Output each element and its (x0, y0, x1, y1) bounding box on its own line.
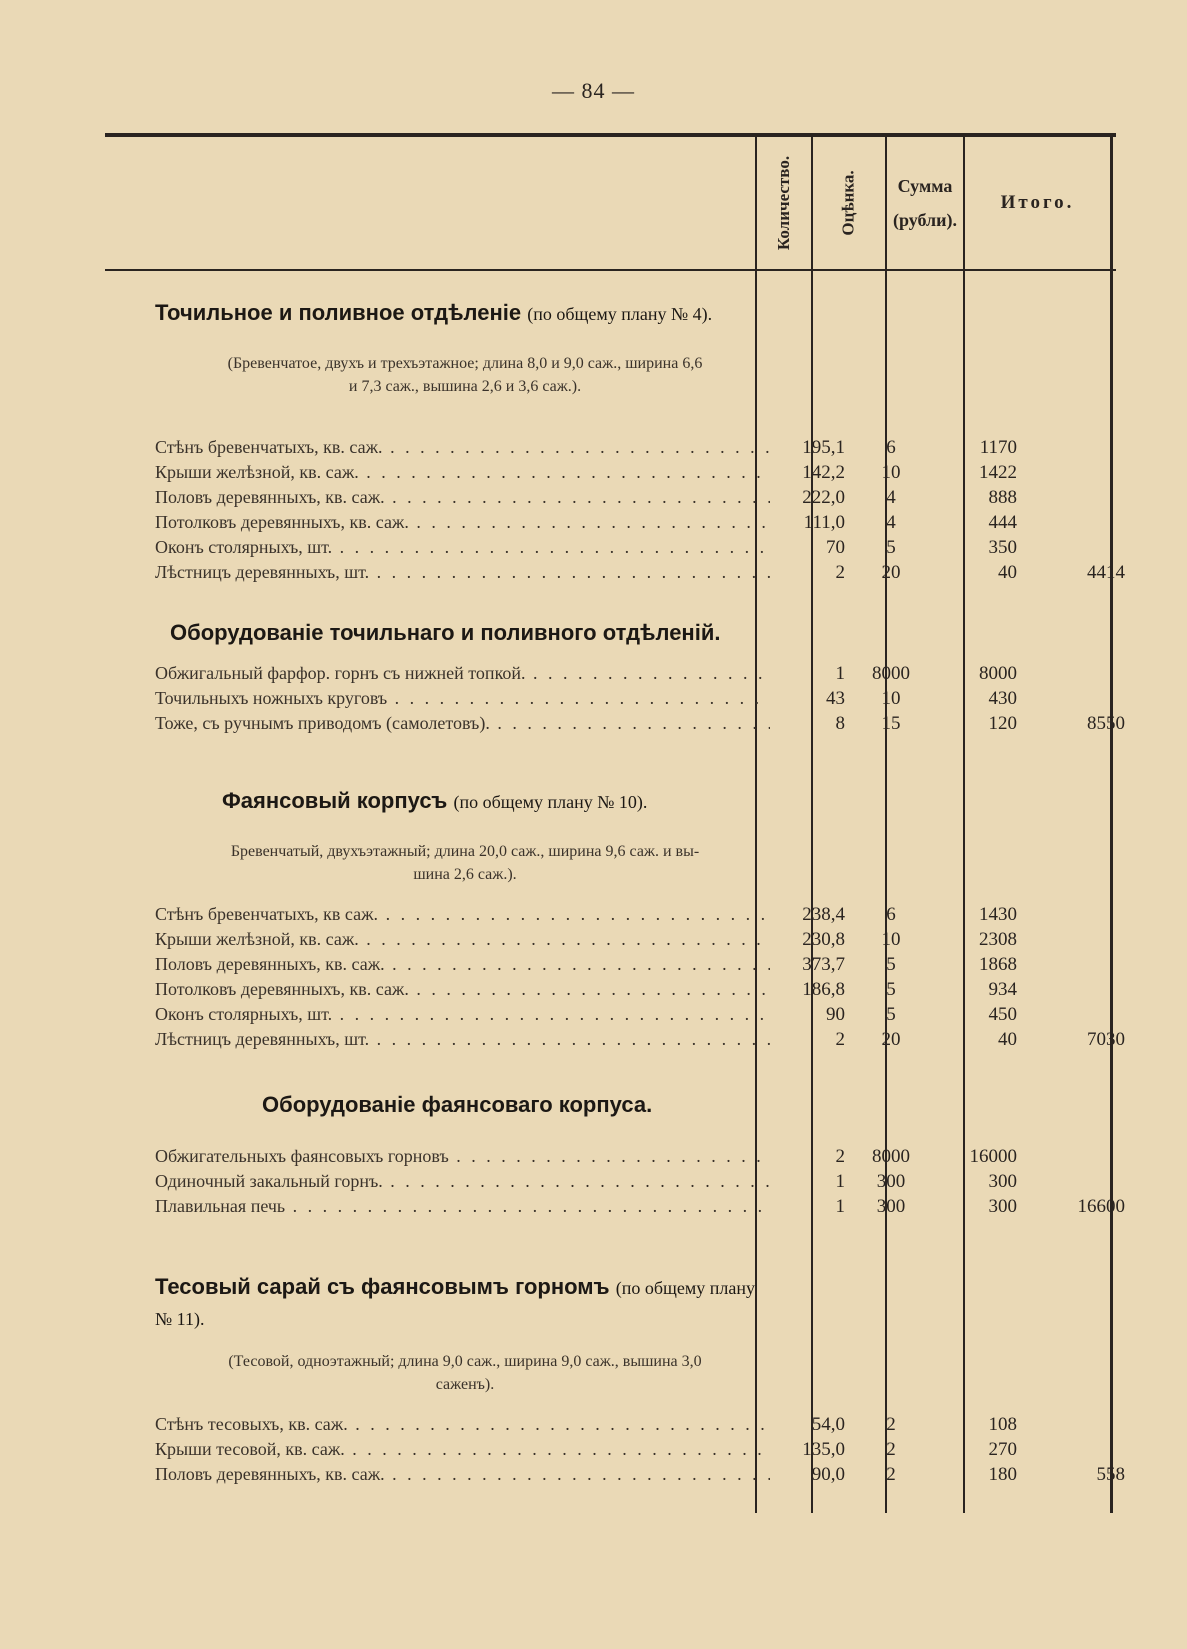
section-description: (Тесовой, одноэтажный; длина 9,0 саж., ширина 9,0 саж., вышина 3,0 саженъ). (228, 1353, 702, 1393)
header-quantity: Количество. (774, 155, 794, 251)
table-row: Стѣнъ бревенчатыхъ, кв саж. . . . 238,4 6 1430 (155, 904, 1110, 929)
column-divider (885, 133, 887, 1513)
table-row: Лѣстницъ деревянныхъ, шт. . . . 2 20 40 4414 (155, 562, 1110, 587)
header-total: Итого. (1000, 192, 1075, 213)
header-sum: Сумма (рубли). (892, 176, 958, 230)
table-right-border (1110, 133, 1113, 1513)
table-row: Крыши желѣзной, кв. саж. . . . 142,2 10 1422 (155, 462, 1110, 487)
table-row: Одиночный закальный горнъ. . . . 1 300 300 (155, 1171, 1110, 1196)
table-row: Лѣстницъ деревянныхъ, шт. . . . 2 20 40 7030 (155, 1029, 1110, 1054)
section-description: Бревенчатый, двухъэтажный; длина 20,0 саж., ширина 9,6 саж. и вы- шина 2,6 саж.). (230, 843, 700, 883)
section-title: Оборудованіе точильнаго и поливного отдѣленій. (170, 620, 721, 645)
section-title: Тесовый сарай съ фаянсовымъ горномъ (по общему плану № 11). (155, 1274, 755, 1329)
table-row: Обжигальный фарфор. горнъ съ нижней топкой. . . . 1 8000 8000 (155, 663, 1110, 688)
table-row: Тоже, съ ручнымъ приводомъ (самолетовъ). . . . 8 15 120 8550 (155, 713, 1110, 738)
table-row: Крыши тесовой, кв. саж. . . . 135,0 2 270 (155, 1439, 1110, 1464)
table-row: Половъ деревянныхъ, кв. саж. . . . 222,0 4 888 (155, 487, 1110, 512)
section-description: (Бревенчатое, двухъ и трехъэтажное; длина 8,0 и 9,0 саж., ширина 6,6 и 7,3 саж., вышина 2,6 и 3,6 саж.). (227, 355, 703, 395)
table-row: Обжигательныхъ фаянсовыхъ горновъ . . . 2 8000 16000 (155, 1146, 1110, 1171)
table-row: Крыши желѣзной, кв. саж. . . . 230,8 10 2308 (155, 929, 1110, 954)
table-row: Стѣнъ бревенчатыхъ, кв. саж. . . . 195,1 6 1170 (155, 437, 1110, 462)
section-title: Фаянсовый корпусъ (по общему плану № 10). (222, 788, 648, 813)
table-row: Потолковъ деревянныхъ, кв. саж. . . . 186,8 5 934 (155, 979, 1110, 1004)
table-row: Стѣнъ тесовыхъ, кв. саж. . . . 54,0 2 108 (155, 1414, 1110, 1439)
table-row: Оконъ столярныхъ, шт. . . . 70 5 350 (155, 537, 1110, 562)
section-title: Оборудованіе фаянсоваго корпуса. (262, 1092, 653, 1117)
header-rate: Оцѣнка. (839, 170, 858, 236)
section-title: Точильное и поливное отдѣленіе (по общему плану № 4). (155, 300, 713, 325)
table-row: Оконъ столярныхъ, шт. . . . 90 5 450 (155, 1004, 1110, 1029)
table-row: Потолковъ деревянныхъ, кв. саж. . . . 111,0 4 444 (155, 512, 1110, 537)
table-row: Половъ деревянныхъ, кв. саж. . . . 90,0 2 180 558 (155, 1464, 1110, 1489)
table-row: Плавильная печь . . . 1 300 300 16600 (155, 1196, 1110, 1221)
table-row: Половъ деревянныхъ, кв. саж. . . . 373,7 5 1868 (155, 954, 1110, 979)
column-divider (811, 133, 813, 1513)
page-number: — 84 — (552, 78, 635, 103)
column-divider (963, 133, 965, 1513)
table-row: Точильныхъ ножныхъ круговъ . . . 43 10 430 (155, 688, 1110, 713)
